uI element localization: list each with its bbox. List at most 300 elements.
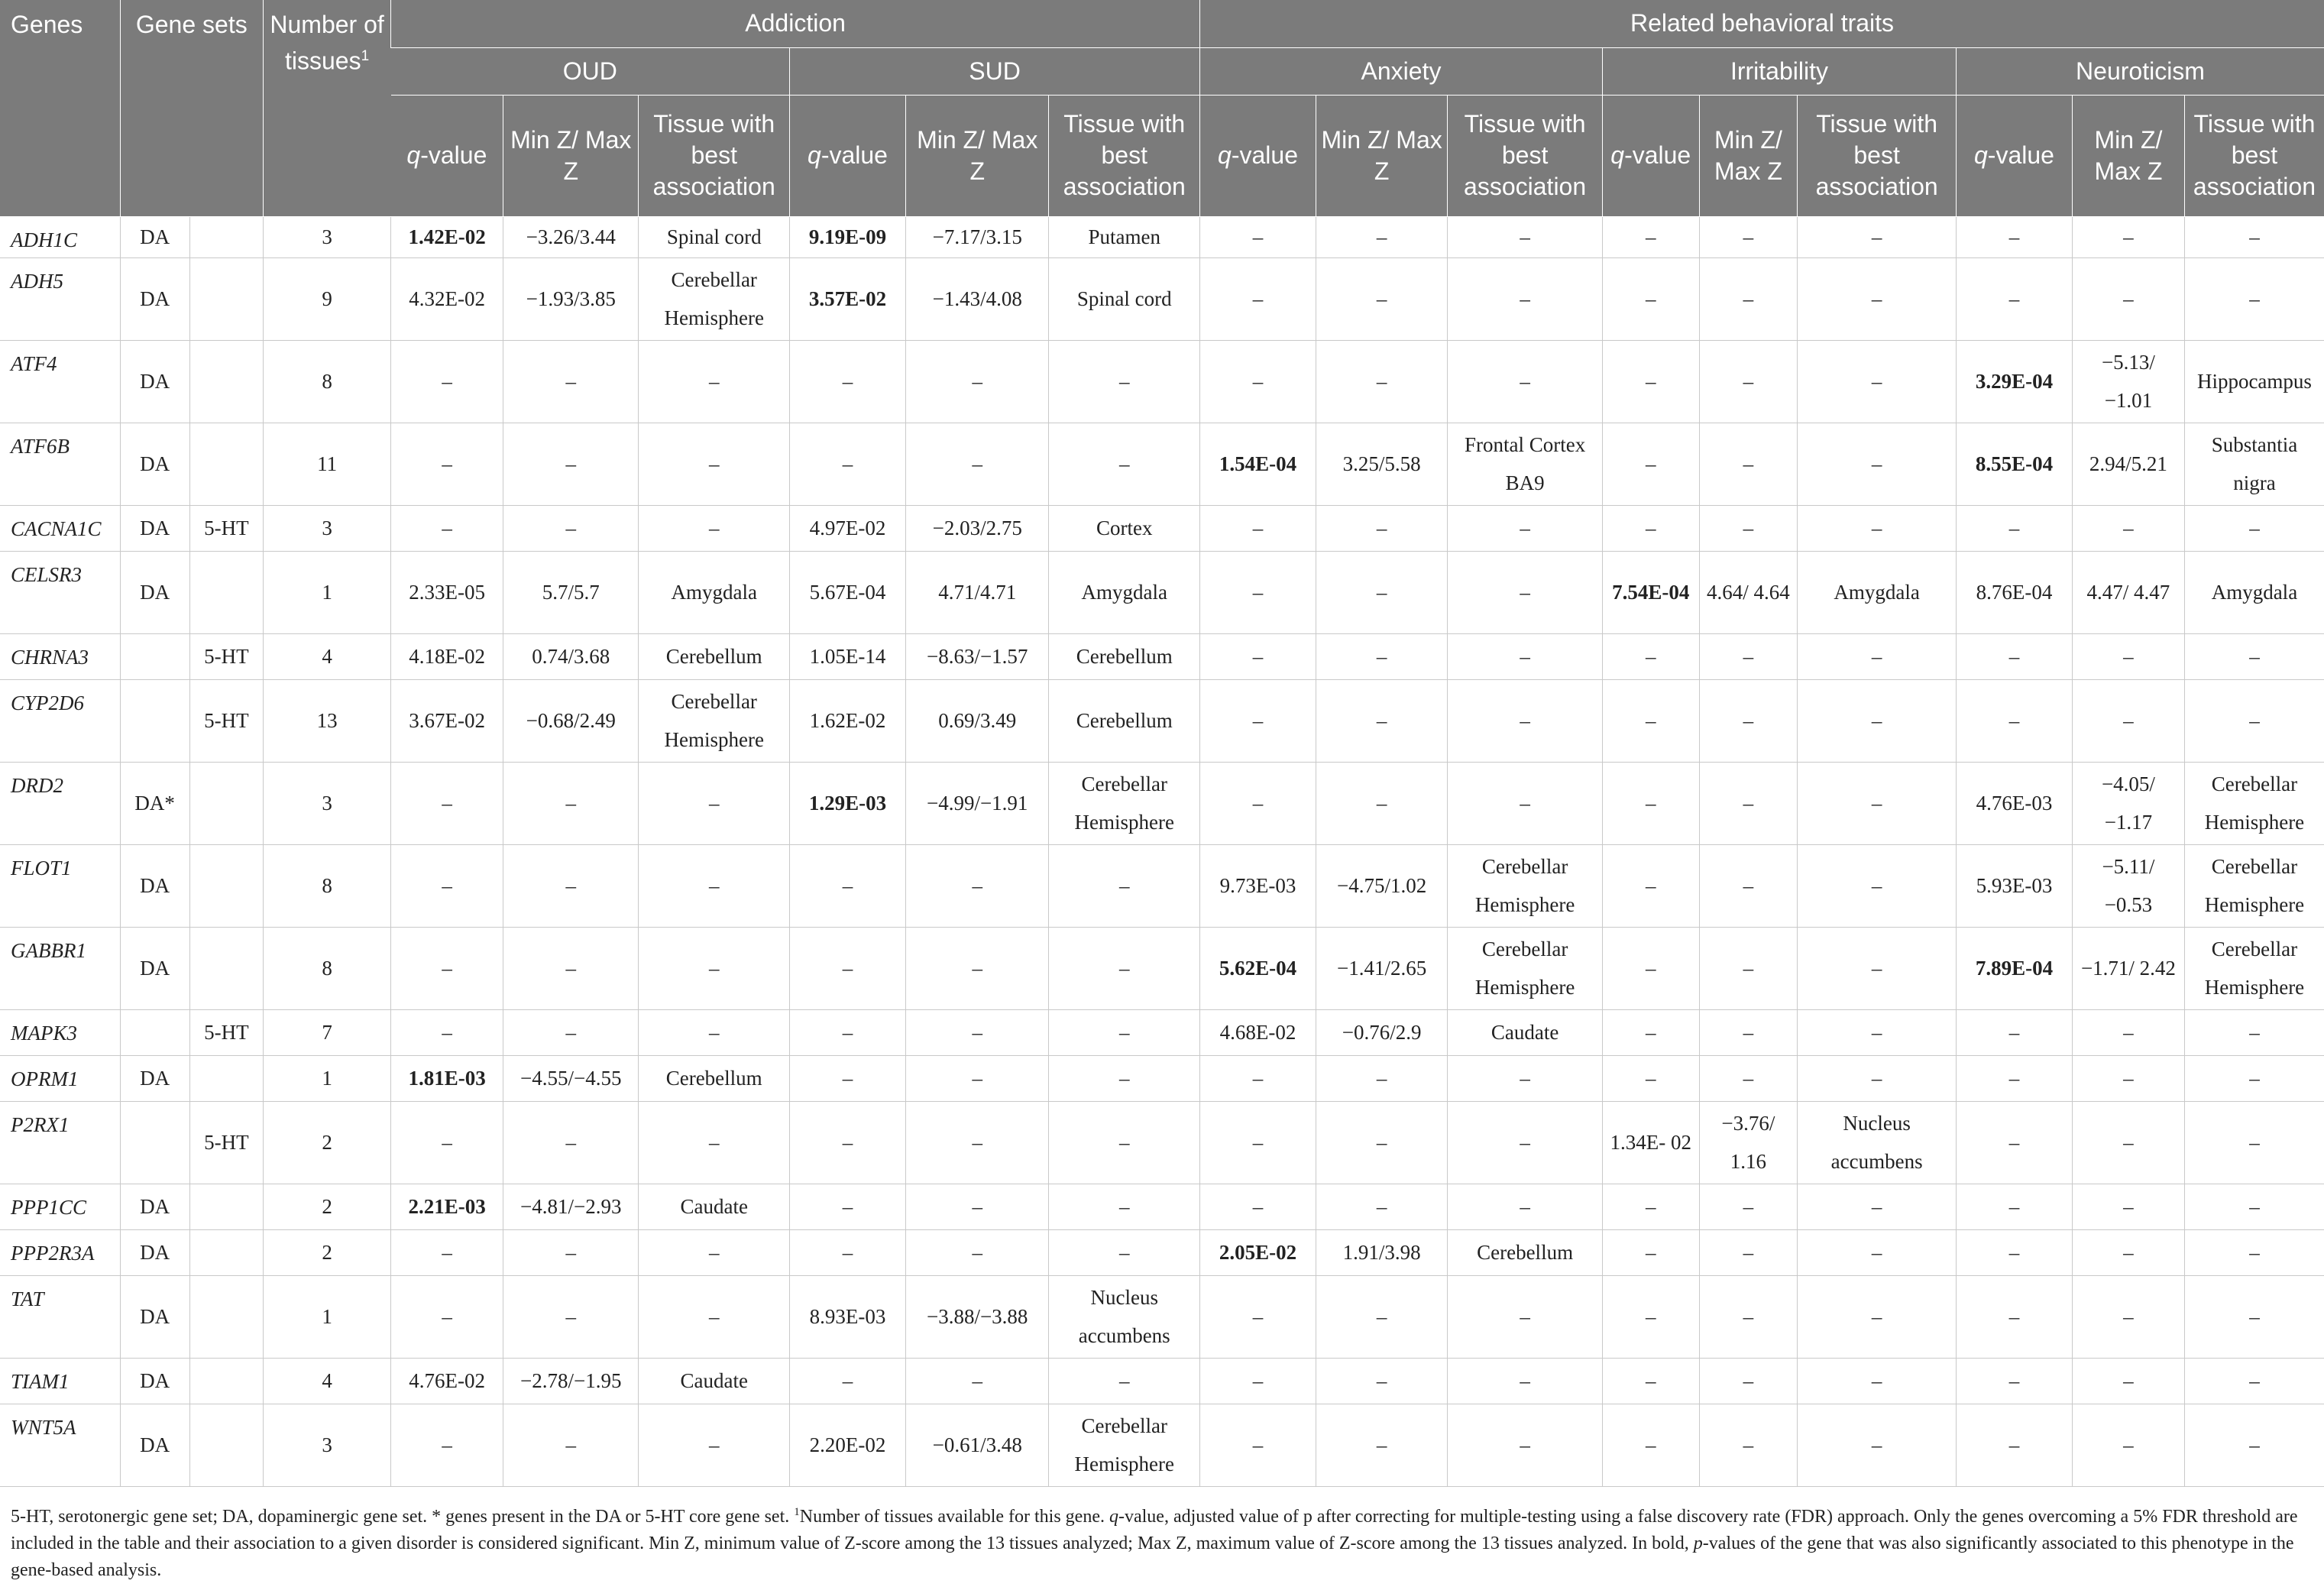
group-header-neuroticism: Neuroticism [1956,47,2324,95]
tissue-cell: Cerebellar Hemisphere [2184,927,2324,1009]
q-value-cell: – [1200,340,1316,423]
min-max-z-cell: −2.03/2.75 [905,505,1048,551]
q-value-cell: – [790,1009,906,1055]
gene-set-da-cell [120,1009,189,1055]
group-header-anxiety: Anxiety [1200,47,1603,95]
q-value-cell: 1.62E-02 [790,679,906,762]
q-value-cell: – [1602,1184,1699,1229]
tissue-cell: – [1798,1229,1957,1275]
tissue-cell: – [2184,1055,2324,1101]
min-max-z-cell: – [503,505,639,551]
gene-set-5ht-cell [189,423,263,505]
min-max-z-cell: – [503,1101,639,1184]
q-value-cell: – [1602,844,1699,927]
q-value-cell: – [790,844,906,927]
min-max-z-cell: −4.75/1.02 [1316,844,1448,927]
gene-name-cell: P2RX1 [0,1101,120,1184]
gene-set-5ht-cell [189,216,263,257]
tissue-cell: Frontal Cortex BA9 [1448,423,1603,505]
tissue-cell: – [639,1101,790,1184]
num-tissues-cell: 2 [264,1184,391,1229]
table-row [0,1358,2324,1404]
tissue-cell: Spinal cord [1049,257,1200,340]
tissue-cell: – [1448,1275,1603,1358]
gene-set-5ht-cell [189,1055,263,1101]
min-max-z-cell: 0.69/3.49 [905,679,1048,762]
min-max-z-cell: 4.64/ 4.64 [1699,551,1798,633]
q-value-cell: 8.55E-04 [1956,423,2072,505]
min-max-z-cell: 2.94/5.21 [2072,423,2184,505]
q-value-cell: – [391,1229,503,1275]
q-value-cell: – [391,423,503,505]
min-max-z-cell: – [905,1101,1048,1184]
min-max-z-cell: −5.11/ −0.53 [2072,844,2184,927]
min-max-z-cell: – [1699,257,1798,340]
tissue-cell: – [1448,216,1603,257]
tissue-cell: – [1448,551,1603,633]
min-max-z-cell: −2.78/−1.95 [503,1358,639,1404]
min-max-z-cell: −4.55/−4.55 [503,1055,639,1101]
min-max-z-cell: – [2072,1229,2184,1275]
tissue-cell: – [2184,257,2324,340]
table-row [0,257,2324,340]
min-max-z-cell: – [1316,505,1448,551]
q-value-cell: 9.73E-03 [1200,844,1316,927]
gene-name-cell: PPP2R3A [0,1229,120,1275]
min-max-z-header: Min Z/ Max Z [1699,95,1798,216]
q-value-cell: 9.19E-09 [790,216,906,257]
tissue-cell: Nucleus accumbens [1049,1275,1200,1358]
tissue-cell: Cerebellar Hemisphere [639,257,790,340]
tissue-cell: – [2184,216,2324,257]
tissue-cell: Caudate [1448,1009,1603,1055]
q-value-cell: – [1602,679,1699,762]
min-max-z-cell: – [503,423,639,505]
q-value-cell: 4.76E-03 [1956,762,2072,844]
tissue-cell: Cerebellum [1049,679,1200,762]
tissue-cell: – [1049,1009,1200,1055]
q-value-cell: – [1200,1055,1316,1101]
tissue-cell: Nucleus accumbens [1798,1101,1957,1184]
tissue-cell: – [1448,1101,1603,1184]
min-max-z-cell: −1.93/3.85 [503,257,639,340]
gene-set-da-cell: DA* [120,762,189,844]
q-value-cell: – [1200,1404,1316,1486]
q-value-cell: – [1200,633,1316,679]
tissue-cell: – [639,1404,790,1486]
gene-set-5ht-cell [189,1275,263,1358]
tissue-cell: – [1049,1184,1200,1229]
num-tissues-cell: 9 [264,257,391,340]
tissue-cell: Cerebellum [639,633,790,679]
min-max-z-cell: – [1316,340,1448,423]
gene-set-5ht-cell [189,340,263,423]
gene-set-da-cell: DA [120,927,189,1009]
tissue-cell: – [1049,927,1200,1009]
tissue-cell: Cortex [1049,505,1200,551]
min-max-z-cell: −4.81/−2.93 [503,1184,639,1229]
q-value-cell: – [1956,257,2072,340]
q-value-cell: – [1200,1101,1316,1184]
min-max-z-cell: – [2072,257,2184,340]
q-value-cell: – [1602,423,1699,505]
min-max-z-cell: – [1316,762,1448,844]
table-body [0,216,2324,1486]
q-value-cell: 4.18E-02 [391,633,503,679]
table-footnote: 5-HT, serotonergic gene set; DA, dopaminergic gene set. * genes present in the DA or 5-HT core gene set. $^1$Number of tissues available for this gene. q-value, adjusted value of p after correcting for multiple-testing using a false discovery rate (FDR) approach. Only the genes overcoming a 5% FDR threshold are included in the table and their association to a given disorder is considered significant. Min Z, minimum value of Z-score among the 13 tissues analyzed; Max Z, maximum value of Z-score among the 13 tissues analyzed. In bold, p-values of the gene that was also significantly associated to this phenotype in the gene-based analysis. [11,1506,2298,1580]
num-tissues-cell: 3 [264,505,391,551]
q-value-cell: – [1602,633,1699,679]
tissue-cell: – [639,505,790,551]
q-value-cell: – [1602,1009,1699,1055]
gene-set-5ht-cell: 5-HT [189,633,263,679]
tissue-header: Tissue with best association [1049,95,1200,216]
min-max-z-cell: – [1699,1055,1798,1101]
min-max-z-header: Min Z/ Max Z [1316,95,1448,216]
gene-set-da-cell [120,1101,189,1184]
gene-name-cell: CYP2D6 [0,679,120,762]
q-value-cell: – [391,1404,503,1486]
q-value-cell: – [790,423,906,505]
gene-name-cell: OPRM1 [0,1055,120,1101]
q-value-cell: 4.32E-02 [391,257,503,340]
gene-set-5ht-cell: 5-HT [189,505,263,551]
min-max-z-cell: – [1316,1184,1448,1229]
min-max-z-cell: 1.91/3.98 [1316,1229,1448,1275]
min-max-z-cell: – [905,844,1048,927]
num-tissues-cell: 3 [264,216,391,257]
min-max-z-cell: – [2072,505,2184,551]
table-row [0,927,2324,1009]
tissue-cell: Cerebellar Hemisphere [1049,762,1200,844]
min-max-z-cell: – [1699,633,1798,679]
tissue-cell: – [1798,1404,1957,1486]
gene-set-5ht-cell [189,1184,263,1229]
q-value-cell: 4.68E-02 [1200,1009,1316,1055]
q-value-cell: – [1602,1229,1699,1275]
table-row [0,423,2324,505]
q-value-cell: – [1602,257,1699,340]
tissue-cell: – [2184,1229,2324,1275]
tissue-cell: – [1049,1229,1200,1275]
gene-set-da-cell: DA [120,257,189,340]
q-value-cell: – [1956,1009,2072,1055]
q-value-cell: – [1200,762,1316,844]
min-max-z-cell: – [503,1229,639,1275]
q-value-cell: 1.05E-14 [790,633,906,679]
tissue-cell: Cerebellar Hemisphere [639,679,790,762]
min-max-z-cell: −1.43/4.08 [905,257,1048,340]
col-genes-header: Genes [0,0,120,216]
tissue-cell: – [1448,1055,1603,1101]
gene-set-5ht-cell [189,762,263,844]
q-value-cell: – [1956,1055,2072,1101]
gene-name-cell: CELSR3 [0,551,120,633]
tissue-cell: – [1798,762,1957,844]
gene-name-cell: ATF4 [0,340,120,423]
q-value-cell: – [391,1009,503,1055]
min-max-z-header: Min Z/ Max Z [2072,95,2184,216]
tissue-cell: Hippocampus [2184,340,2324,423]
tissue-cell: – [639,1229,790,1275]
q-value-cell: 3.29E-04 [1956,340,2072,423]
col-gene-sets-header: Gene sets [120,0,263,216]
group-header-irritability: Irritability [1602,47,1956,95]
q-value-cell: 1.34E- 02 [1602,1101,1699,1184]
min-max-z-cell: – [1699,1358,1798,1404]
min-max-z-header: Min Z/ Max Z [905,95,1048,216]
q-value-cell: 8.76E-04 [1956,551,2072,633]
table-row [0,551,2324,633]
tissue-cell: Cerebellar Hemisphere [2184,844,2324,927]
min-max-z-cell: – [2072,1055,2184,1101]
min-max-z-cell: −7.17/3.15 [905,216,1048,257]
q-value-cell: – [391,844,503,927]
q-value-cell: – [1602,216,1699,257]
gene-name-cell: TIAM1 [0,1358,120,1404]
min-max-z-cell: – [2072,679,2184,762]
min-max-z-cell: −0.61/3.48 [905,1404,1048,1486]
tissue-cell: Cerebellar Hemisphere [1448,844,1603,927]
min-max-z-cell: – [1316,1101,1448,1184]
min-max-z-cell: – [905,1184,1048,1229]
min-max-z-cell: 5.7/5.7 [503,551,639,633]
gene-name-cell: ATF6B [0,423,120,505]
tissue-cell: Amygdala [2184,551,2324,633]
min-max-z-cell: – [503,762,639,844]
table-row [0,1404,2324,1486]
q-value-cell: – [391,505,503,551]
group-header-oud: OUD [391,47,790,95]
table-row [0,1184,2324,1229]
tissue-cell: – [1049,1358,1200,1404]
q-value-cell: 7.54E-04 [1602,551,1699,633]
min-max-z-cell: −3.88/−3.88 [905,1275,1048,1358]
gene-set-da-cell: DA [120,340,189,423]
q-value-cell: – [1200,1358,1316,1404]
gene-set-da-cell: DA [120,1184,189,1229]
tissue-cell: – [1798,1184,1957,1229]
tissue-cell: – [639,423,790,505]
tissue-cell: – [1049,1101,1200,1184]
q-value-cell: 2.21E-03 [391,1184,503,1229]
tissue-cell: Cerebellar Hemisphere [2184,762,2324,844]
min-max-z-cell: – [2072,1404,2184,1486]
q-value-cell: – [1956,1229,2072,1275]
min-max-z-cell: – [1316,216,1448,257]
tissue-cell: – [1798,257,1957,340]
tissue-cell: Putamen [1049,216,1200,257]
min-max-z-cell: – [1699,1404,1798,1486]
q-value-cell: – [1200,216,1316,257]
q-value-cell: – [1602,1275,1699,1358]
gene-set-da-cell [120,633,189,679]
min-max-z-cell: – [2072,1009,2184,1055]
gene-set-5ht-cell [189,257,263,340]
gene-set-5ht-cell [189,1358,263,1404]
num-tissues-cell: 4 [264,633,391,679]
gene-name-cell: CACNA1C [0,505,120,551]
tissue-cell: Substantia nigra [2184,423,2324,505]
min-max-z-cell: – [2072,1358,2184,1404]
min-max-z-cell: 4.71/4.71 [905,551,1048,633]
gene-name-cell: FLOT1 [0,844,120,927]
tissue-cell: – [1448,505,1603,551]
tissue-header: Tissue with best association [2184,95,2324,216]
q-value-cell: – [790,1229,906,1275]
tissue-cell: – [2184,505,2324,551]
gene-set-da-cell: DA [120,1055,189,1101]
num-tissues-cell: 13 [264,679,391,762]
gene-set-da-cell: DA [120,551,189,633]
min-max-z-cell: – [503,844,639,927]
gene-set-da-cell: DA [120,423,189,505]
q-value-cell: – [1956,679,2072,762]
tissue-header: Tissue with best association [639,95,790,216]
min-max-z-cell: – [905,340,1048,423]
tissue-cell: – [1049,1055,1200,1101]
min-max-z-cell: – [2072,1275,2184,1358]
tissue-cell: – [639,844,790,927]
tissue-cell: Amygdala [639,551,790,633]
tissue-cell: – [639,1009,790,1055]
q-value-cell: – [790,1055,906,1101]
table-row [0,1055,2324,1101]
q-value-cell: – [790,927,906,1009]
q-value-cell: – [1956,1184,2072,1229]
tissue-cell: Cerebellum [1448,1229,1603,1275]
min-max-z-cell: – [1699,679,1798,762]
tissue-cell: – [1798,927,1957,1009]
table-row [0,1101,2324,1184]
q-value-cell: – [1200,679,1316,762]
tissue-cell: – [2184,1101,2324,1184]
gene-name-cell: TAT [0,1275,120,1358]
gene-set-da-cell: DA [120,216,189,257]
min-max-z-cell: – [1316,1358,1448,1404]
table-row [0,505,2324,551]
tissue-cell: – [1798,1275,1957,1358]
num-tissues-cell: 8 [264,927,391,1009]
min-max-z-cell: – [1699,927,1798,1009]
min-max-z-cell: – [1316,1055,1448,1101]
tissue-cell: – [1049,844,1200,927]
tissue-cell: – [1798,679,1957,762]
min-max-z-cell: −8.63/−1.57 [905,633,1048,679]
table-row [0,679,2324,762]
q-value-cell: 7.89E-04 [1956,927,2072,1009]
q-value-cell: – [391,1101,503,1184]
tissue-cell: – [1448,257,1603,340]
min-max-z-cell: – [1699,762,1798,844]
tissue-cell: Cerebellum [639,1055,790,1101]
q-value-cell: – [1956,1358,2072,1404]
num-tissues-cell: 1 [264,1275,391,1358]
q-value-cell: – [391,1275,503,1358]
gene-name-cell: CHRNA3 [0,633,120,679]
q-value-cell: – [1200,505,1316,551]
table-row [0,340,2324,423]
tissue-cell: – [1798,1055,1957,1101]
col-num-tissues-header: Number of tissues$^1$ [264,0,391,216]
tissue-cell: – [639,340,790,423]
tissue-cell: – [2184,1009,2324,1055]
min-max-z-cell: – [1316,257,1448,340]
table-row [0,762,2324,844]
tissue-cell: – [2184,1184,2324,1229]
addiction-group-header: Addiction [391,0,1200,47]
q-value-cell: – [1602,762,1699,844]
q-value-cell: – [790,1184,906,1229]
gene-set-da-cell: DA [120,1358,189,1404]
group-header-sud: SUD [790,47,1200,95]
min-max-z-cell: −3.76/ 1.16 [1699,1101,1798,1184]
min-max-z-cell: 3.25/5.58 [1316,423,1448,505]
q-value-header: q-value [391,95,503,216]
gene-set-da-cell: DA [120,505,189,551]
gene-set-5ht-cell: 5-HT [189,679,263,762]
gene-name-cell: ADH1C [0,216,120,257]
tissue-cell: – [1798,1358,1957,1404]
q-value-cell: 1.42E-02 [391,216,503,257]
num-tissues-cell: 2 [264,1101,391,1184]
q-value-cell: – [391,927,503,1009]
tissue-cell: – [1049,423,1200,505]
q-value-cell: – [391,762,503,844]
min-max-z-cell: −4.99/−1.91 [905,762,1048,844]
q-value-cell: – [1956,505,2072,551]
min-max-z-cell: – [1699,216,1798,257]
q-value-cell: – [1956,1404,2072,1486]
tissue-cell: – [639,1275,790,1358]
table-row [0,844,2324,927]
tissue-cell: – [639,927,790,1009]
q-value-cell: – [1602,1055,1699,1101]
q-value-cell: 4.97E-02 [790,505,906,551]
gene-name-cell: DRD2 [0,762,120,844]
tissue-cell: Caudate [639,1184,790,1229]
gene-name-cell: GABBR1 [0,927,120,1009]
min-max-z-cell: – [1699,505,1798,551]
q-value-header: q-value [1602,95,1699,216]
gene-set-5ht-cell [189,844,263,927]
tissue-cell: Cerebellar Hemisphere [1049,1404,1200,1486]
q-value-cell: 2.33E-05 [391,551,503,633]
num-tissues-cell: 1 [264,1055,391,1101]
num-tissues-cell: 3 [264,1404,391,1486]
min-max-z-cell: −1.71/ 2.42 [2072,927,2184,1009]
q-value-cell: 2.05E-02 [1200,1229,1316,1275]
min-max-z-cell: – [1699,423,1798,505]
min-max-z-cell: – [2072,1101,2184,1184]
table-header [0,0,2324,216]
num-tissues-cell: 11 [264,423,391,505]
tissue-cell: – [1798,1009,1957,1055]
min-max-z-cell: – [503,927,639,1009]
num-tissues-cell: 3 [264,762,391,844]
tissue-cell: Spinal cord [639,216,790,257]
tissue-cell: – [1798,340,1957,423]
q-value-cell: 8.93E-03 [790,1275,906,1358]
tissue-cell: Cerebellum [1049,633,1200,679]
gene-set-5ht-cell [189,1229,263,1275]
min-max-z-cell: – [1316,679,1448,762]
q-value-cell: – [1956,216,2072,257]
min-max-z-cell: – [1699,1229,1798,1275]
min-max-z-cell: −1.41/2.65 [1316,927,1448,1009]
min-max-z-cell: – [905,927,1048,1009]
min-max-z-cell: 0.74/3.68 [503,633,639,679]
